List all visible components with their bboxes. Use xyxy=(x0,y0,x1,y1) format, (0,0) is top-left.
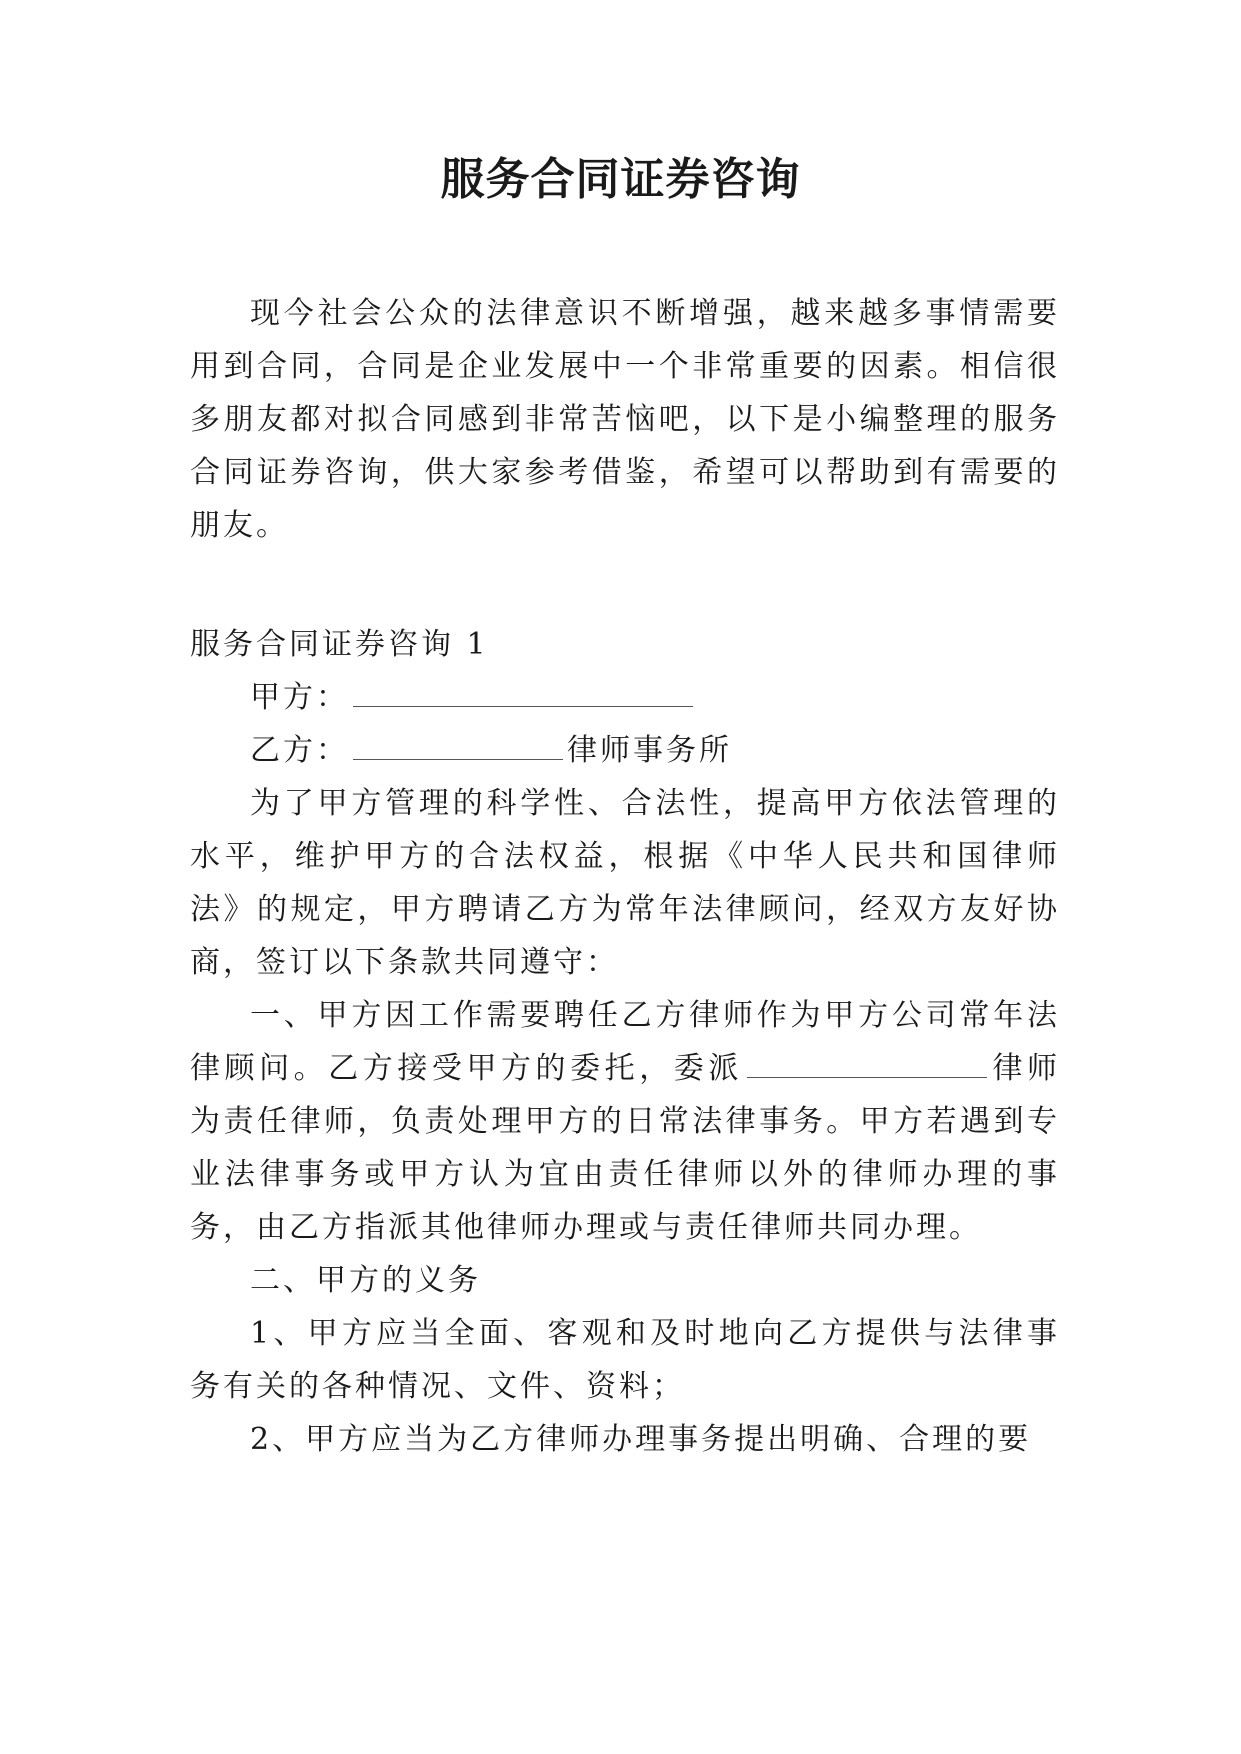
document-body xyxy=(190,287,1060,1466)
party-b-blank xyxy=(353,729,563,760)
intro-paragraph: 现今社会公众的法律意识不断增强，越来越多事情需要用到合同，合同是企业发展中一个非常重要的因素。相信很多朋友都对拟合同感到非常苦恼吧，以下是小编整理的服务合同证券咨询，供大家参考借鉴，希望可以帮助到有需要的朋友。 xyxy=(190,296,1060,543)
party-a-blank xyxy=(353,676,693,707)
party-b-line xyxy=(190,724,1060,777)
document-title: 服务合同证券咨询 xyxy=(440,154,801,205)
clause-1-paragraph xyxy=(190,989,1060,1254)
clause-2-heading: 二、甲方的义务 xyxy=(250,1263,481,1298)
party-a-line xyxy=(190,671,1060,724)
party-b-label: 乙方： xyxy=(250,733,349,768)
section-heading: 服务合同证券咨询 1 xyxy=(190,627,489,662)
paragraph-gap xyxy=(190,552,1060,618)
clause-2-item-2: 2、甲方应当为乙方律师办理事务提出明确、合理的要 xyxy=(250,1422,1032,1457)
party-a-label: 甲方： xyxy=(250,680,349,715)
clause-2-item-1: 1、甲方应当全面、客观和及时地向乙方提供与法律事务有关的各种情况、文件、资料； xyxy=(190,1316,1060,1404)
clause-1-text-end: 律师为责任律师，负责处理甲方的日常法律事务。甲方若遇到专业法律事务或甲方认为宜由责任律师以外的律师办理的事务，由乙方指派其他律师办理或与责任律师共同办理。 xyxy=(190,1051,1061,1245)
purpose-paragraph: 为了甲方管理的科学性、合法性，提高甲方依法管理的水平，维护甲方的合法权益，根据《中华人民共和国律师法》的规定，甲方聘请乙方为常年法律顾问，经双方友好协商，签订以下条款共同遵守： xyxy=(190,786,1060,980)
lawyer-name-blank xyxy=(747,1047,987,1078)
clause-1-text-start: 一、甲方因工作需要聘任乙方律师作为甲方公司常年法律顾问。乙方接受甲方的委托，委派 xyxy=(190,998,1060,1086)
party-b-suffix: 律师事务所 xyxy=(567,733,732,768)
